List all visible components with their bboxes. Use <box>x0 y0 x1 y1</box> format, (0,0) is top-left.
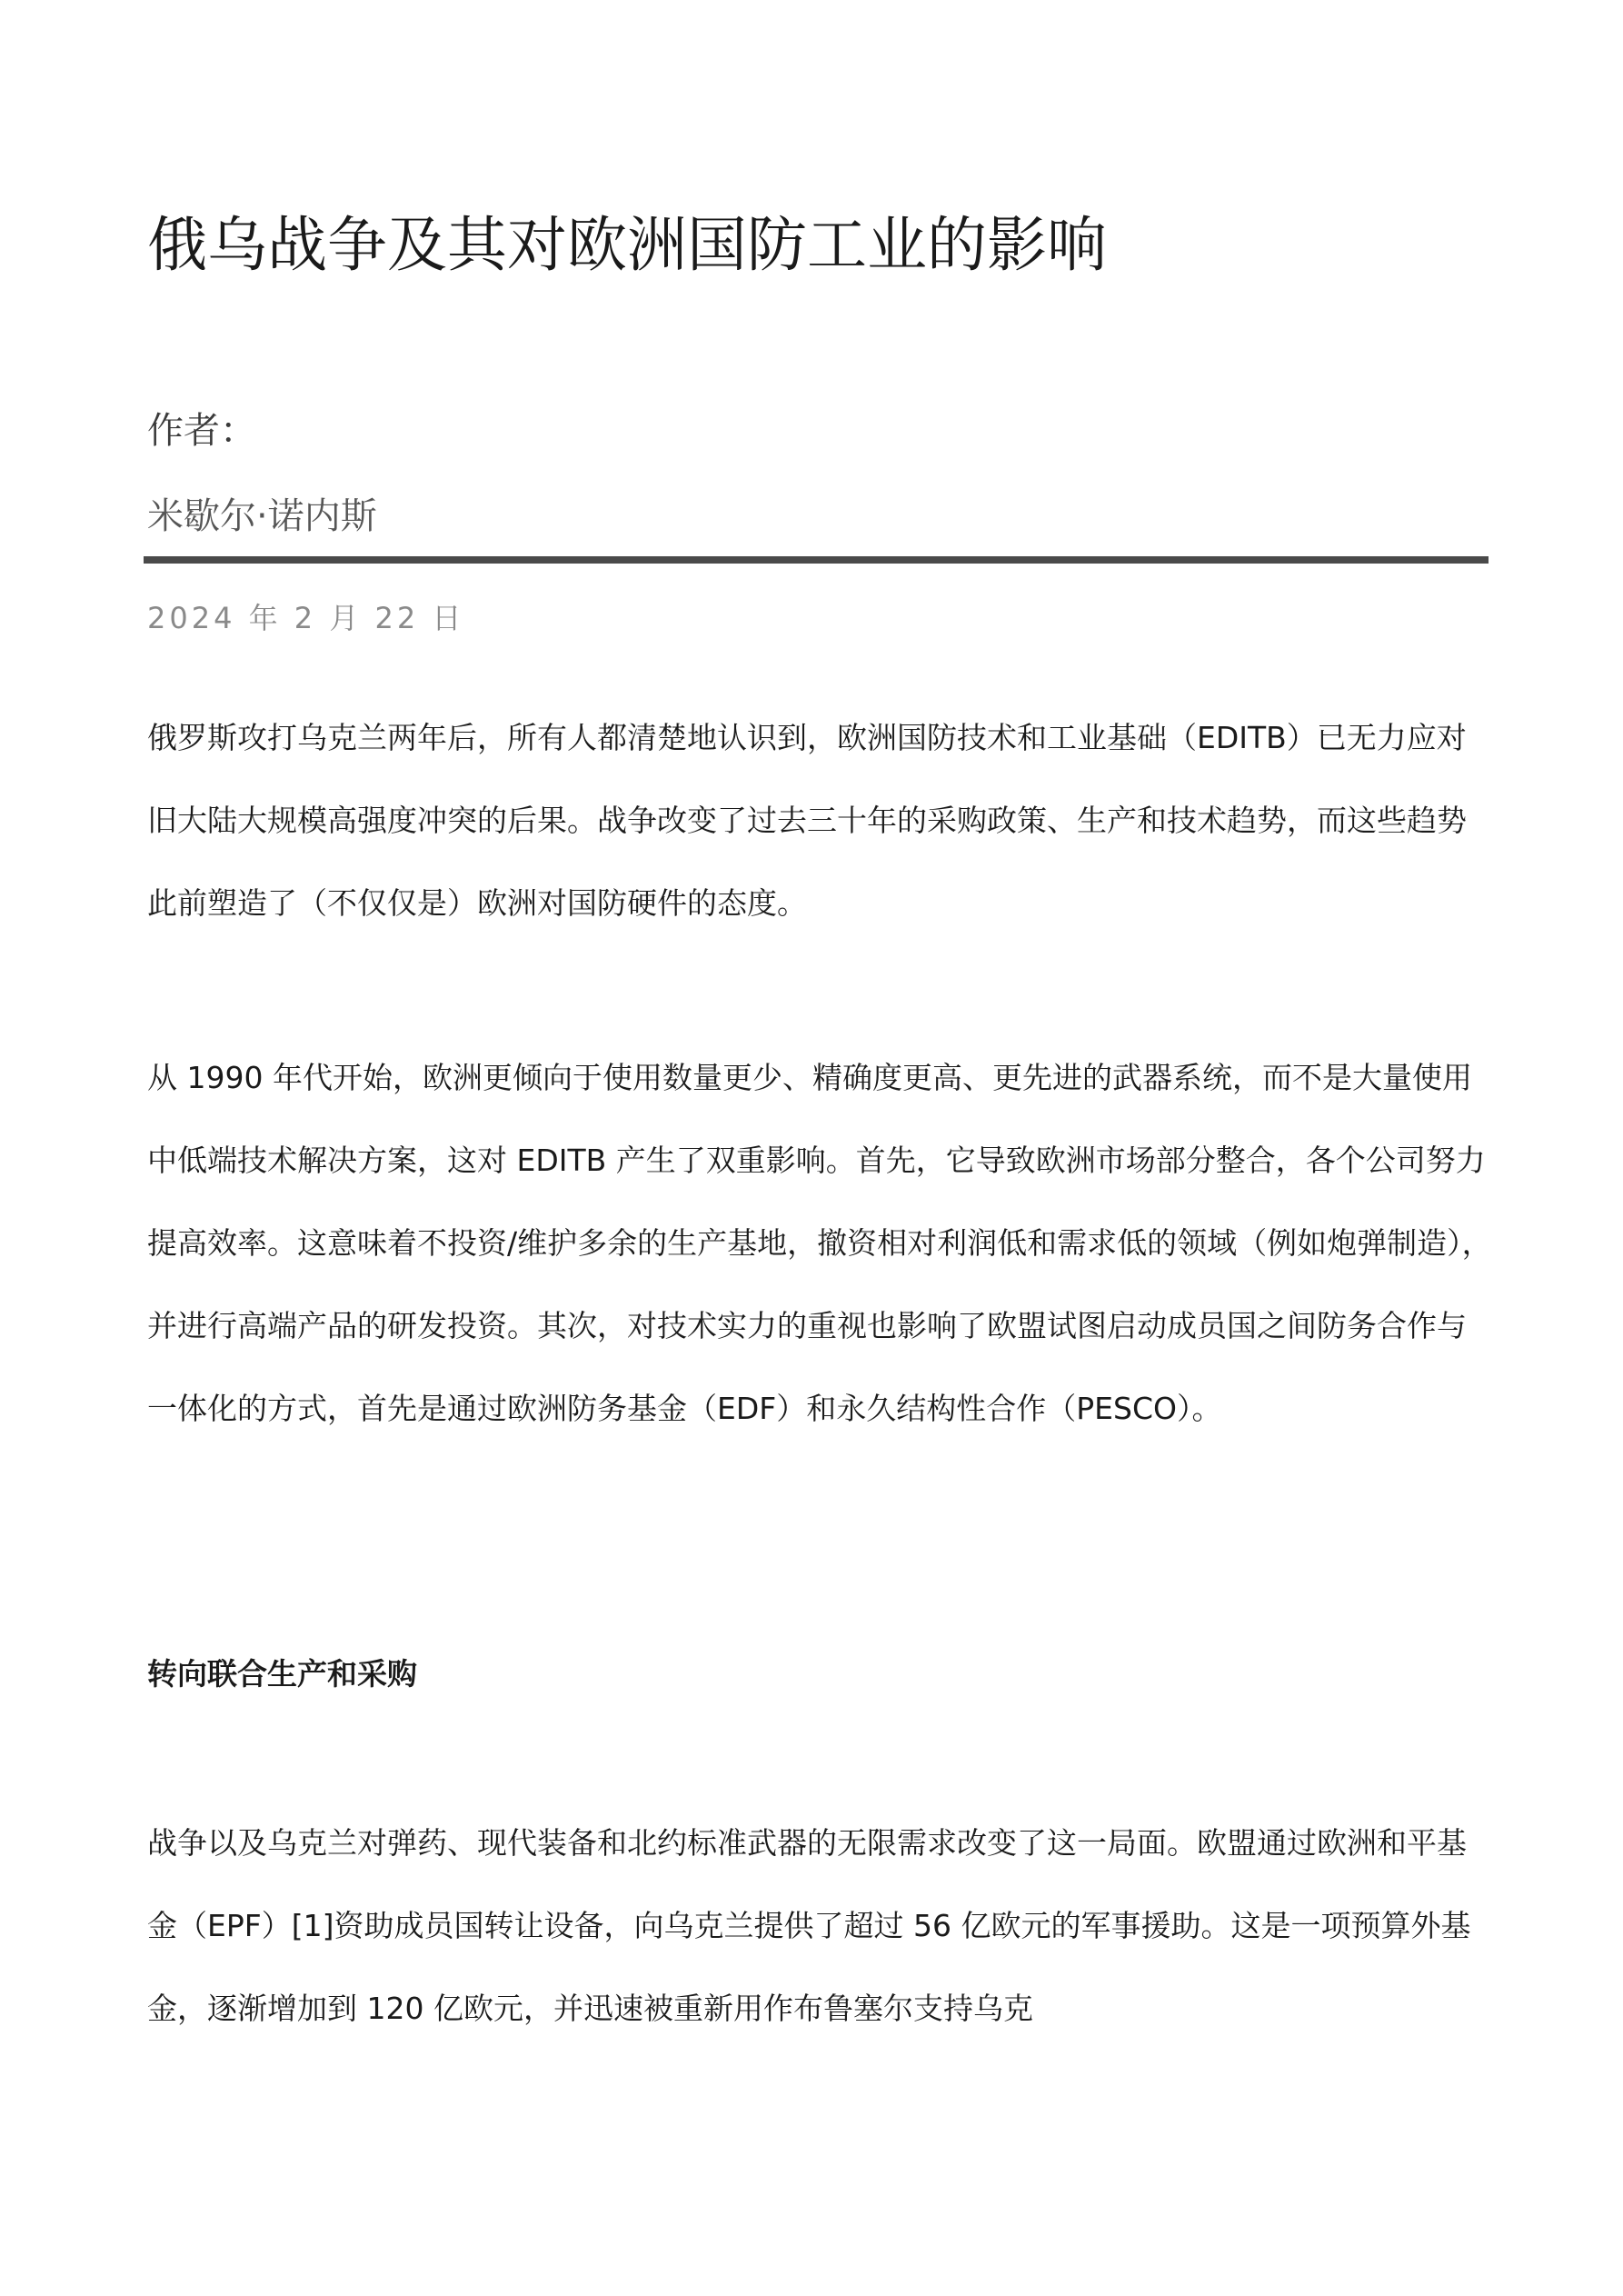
section-heading: 转向联合生产和采购 <box>147 1656 417 1692</box>
author-label: 作者： <box>147 410 256 452</box>
document-title: 俄乌战争及其对欧洲国防工业的影响 <box>147 210 1107 280</box>
publication-date: 2024 年 2 月 22 日 <box>147 601 465 635</box>
section-paragraph: 战争以及乌克兰对弹药、现代装备和北约标准武器的无限需求改变了这一局面。欧盟通过欧洲和平基金（EPF）[1]资助成员国转让设备，向乌克兰提供了超过 56 亿欧元的军事援助。这是一项预算外基金，逐渐增加到 120 亿欧元，并迅速被重新用作布鲁塞尔支持乌克 <box>147 1825 1471 2026</box>
divider-rule <box>144 556 1489 564</box>
body-paragraph-2: 从 1990 年代开始，欧洲更倾向于使用数量更少、精确度更高、更先进的武器系统，而不是大量使用中低端技术解决方案，这对 EDITB 产生了双重影响。首先，它导致欧洲市场部分整合，各个公司努力提高效率。这意味着不投资/维护多余的生产基地，撤资相对利润低和需求低的领域（例如炮弹制造），并进行高端产品的研发投资。其次，对技术实力的重视也影响了欧盟试图启动成员国之间防务合作与一体化的方式，首先是通过欧洲防务基金（EDF）和永久结构性合作（PESCO）。 <box>147 1060 1492 1426</box>
author-name: 米歇尔·诺内斯 <box>147 495 377 537</box>
body-paragraph-1: 俄罗斯攻打乌克兰两年后，所有人都清楚地认识到，欧洲国防技术和工业基础（EDITB）已无力应对旧大陆大规模高强度冲突的后果。战争改变了过去三十年的采购政策、生产和技术趋势，而这些趋势此前塑造了（不仅仅是）欧洲对国防硬件的态度。 <box>147 720 1467 921</box>
